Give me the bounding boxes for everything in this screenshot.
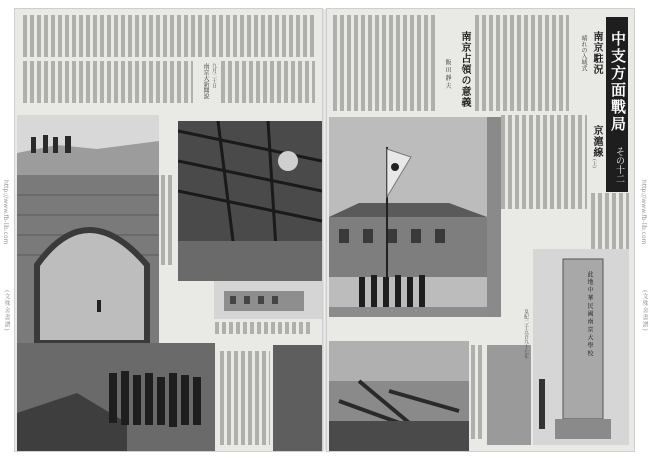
right-text-col-2 (475, 15, 569, 111)
right-text-col-4 (591, 193, 629, 253)
monument-illustration (533, 249, 629, 445)
left-small-heading: 南京大新聞說 (202, 63, 209, 99)
photo-damaged-roof (178, 121, 322, 281)
left-caption-2 (215, 322, 313, 334)
soldiers-illustration (17, 343, 215, 451)
article2-heading: 南京駐況 (591, 31, 602, 75)
photo-city-gate (17, 115, 159, 343)
photo-arched-strip (487, 117, 501, 317)
roof-illustration (178, 121, 322, 281)
article3-heading: 京滬線 (591, 125, 602, 158)
photo-building-facade (487, 345, 531, 445)
side-url-right: http://www.fb-lib.com (640, 180, 647, 245)
article1-byline: 飯 田 靜 夫 (444, 59, 451, 89)
photo-building-exterior (214, 281, 322, 319)
photo-wreckage (329, 341, 469, 451)
left-caption-1 (161, 175, 175, 265)
left-bottom-caption (220, 351, 270, 445)
pillar-inscription: 此 地 中 華 民 國 南 京 大 學 校 (586, 271, 593, 357)
right-text-col-1 (333, 15, 435, 111)
article2-subheading: 晴れの入城式 (580, 35, 587, 71)
ceremony-illustration (329, 117, 487, 317)
left-small-note: 九月二十日 (211, 63, 217, 88)
side-url-left: http://www.fb-lib.com (2, 180, 9, 245)
title-subtitle: その十二 (614, 147, 624, 183)
right-page (327, 9, 634, 451)
city-gate-illustration (17, 115, 159, 343)
side-tag-left: (文殊舍書譜) (3, 290, 10, 332)
left-page (15, 9, 322, 451)
right-text-col-3 (501, 115, 587, 209)
left-top-text (23, 15, 315, 57)
article3-note: (上) (591, 159, 597, 168)
article1-heading: 南京占領の意義 (459, 31, 470, 108)
side-tag-right: (文殊舍書譜) (641, 290, 648, 332)
photo-flag-ceremony (329, 117, 487, 317)
building-illustration (214, 281, 322, 319)
left-mid-text-2 (221, 61, 315, 103)
photo-soldiers-rubble (17, 343, 215, 451)
left-mid-text (23, 61, 193, 103)
main-title: 中支方面戰局 (609, 31, 627, 133)
right-caption-1 (471, 345, 485, 439)
photo-ruins-edge (273, 345, 322, 451)
right-date-line: 皇紀二千五百九十七年 (523, 309, 529, 359)
photo-monument (533, 249, 629, 445)
wreckage-illustration (329, 341, 469, 451)
